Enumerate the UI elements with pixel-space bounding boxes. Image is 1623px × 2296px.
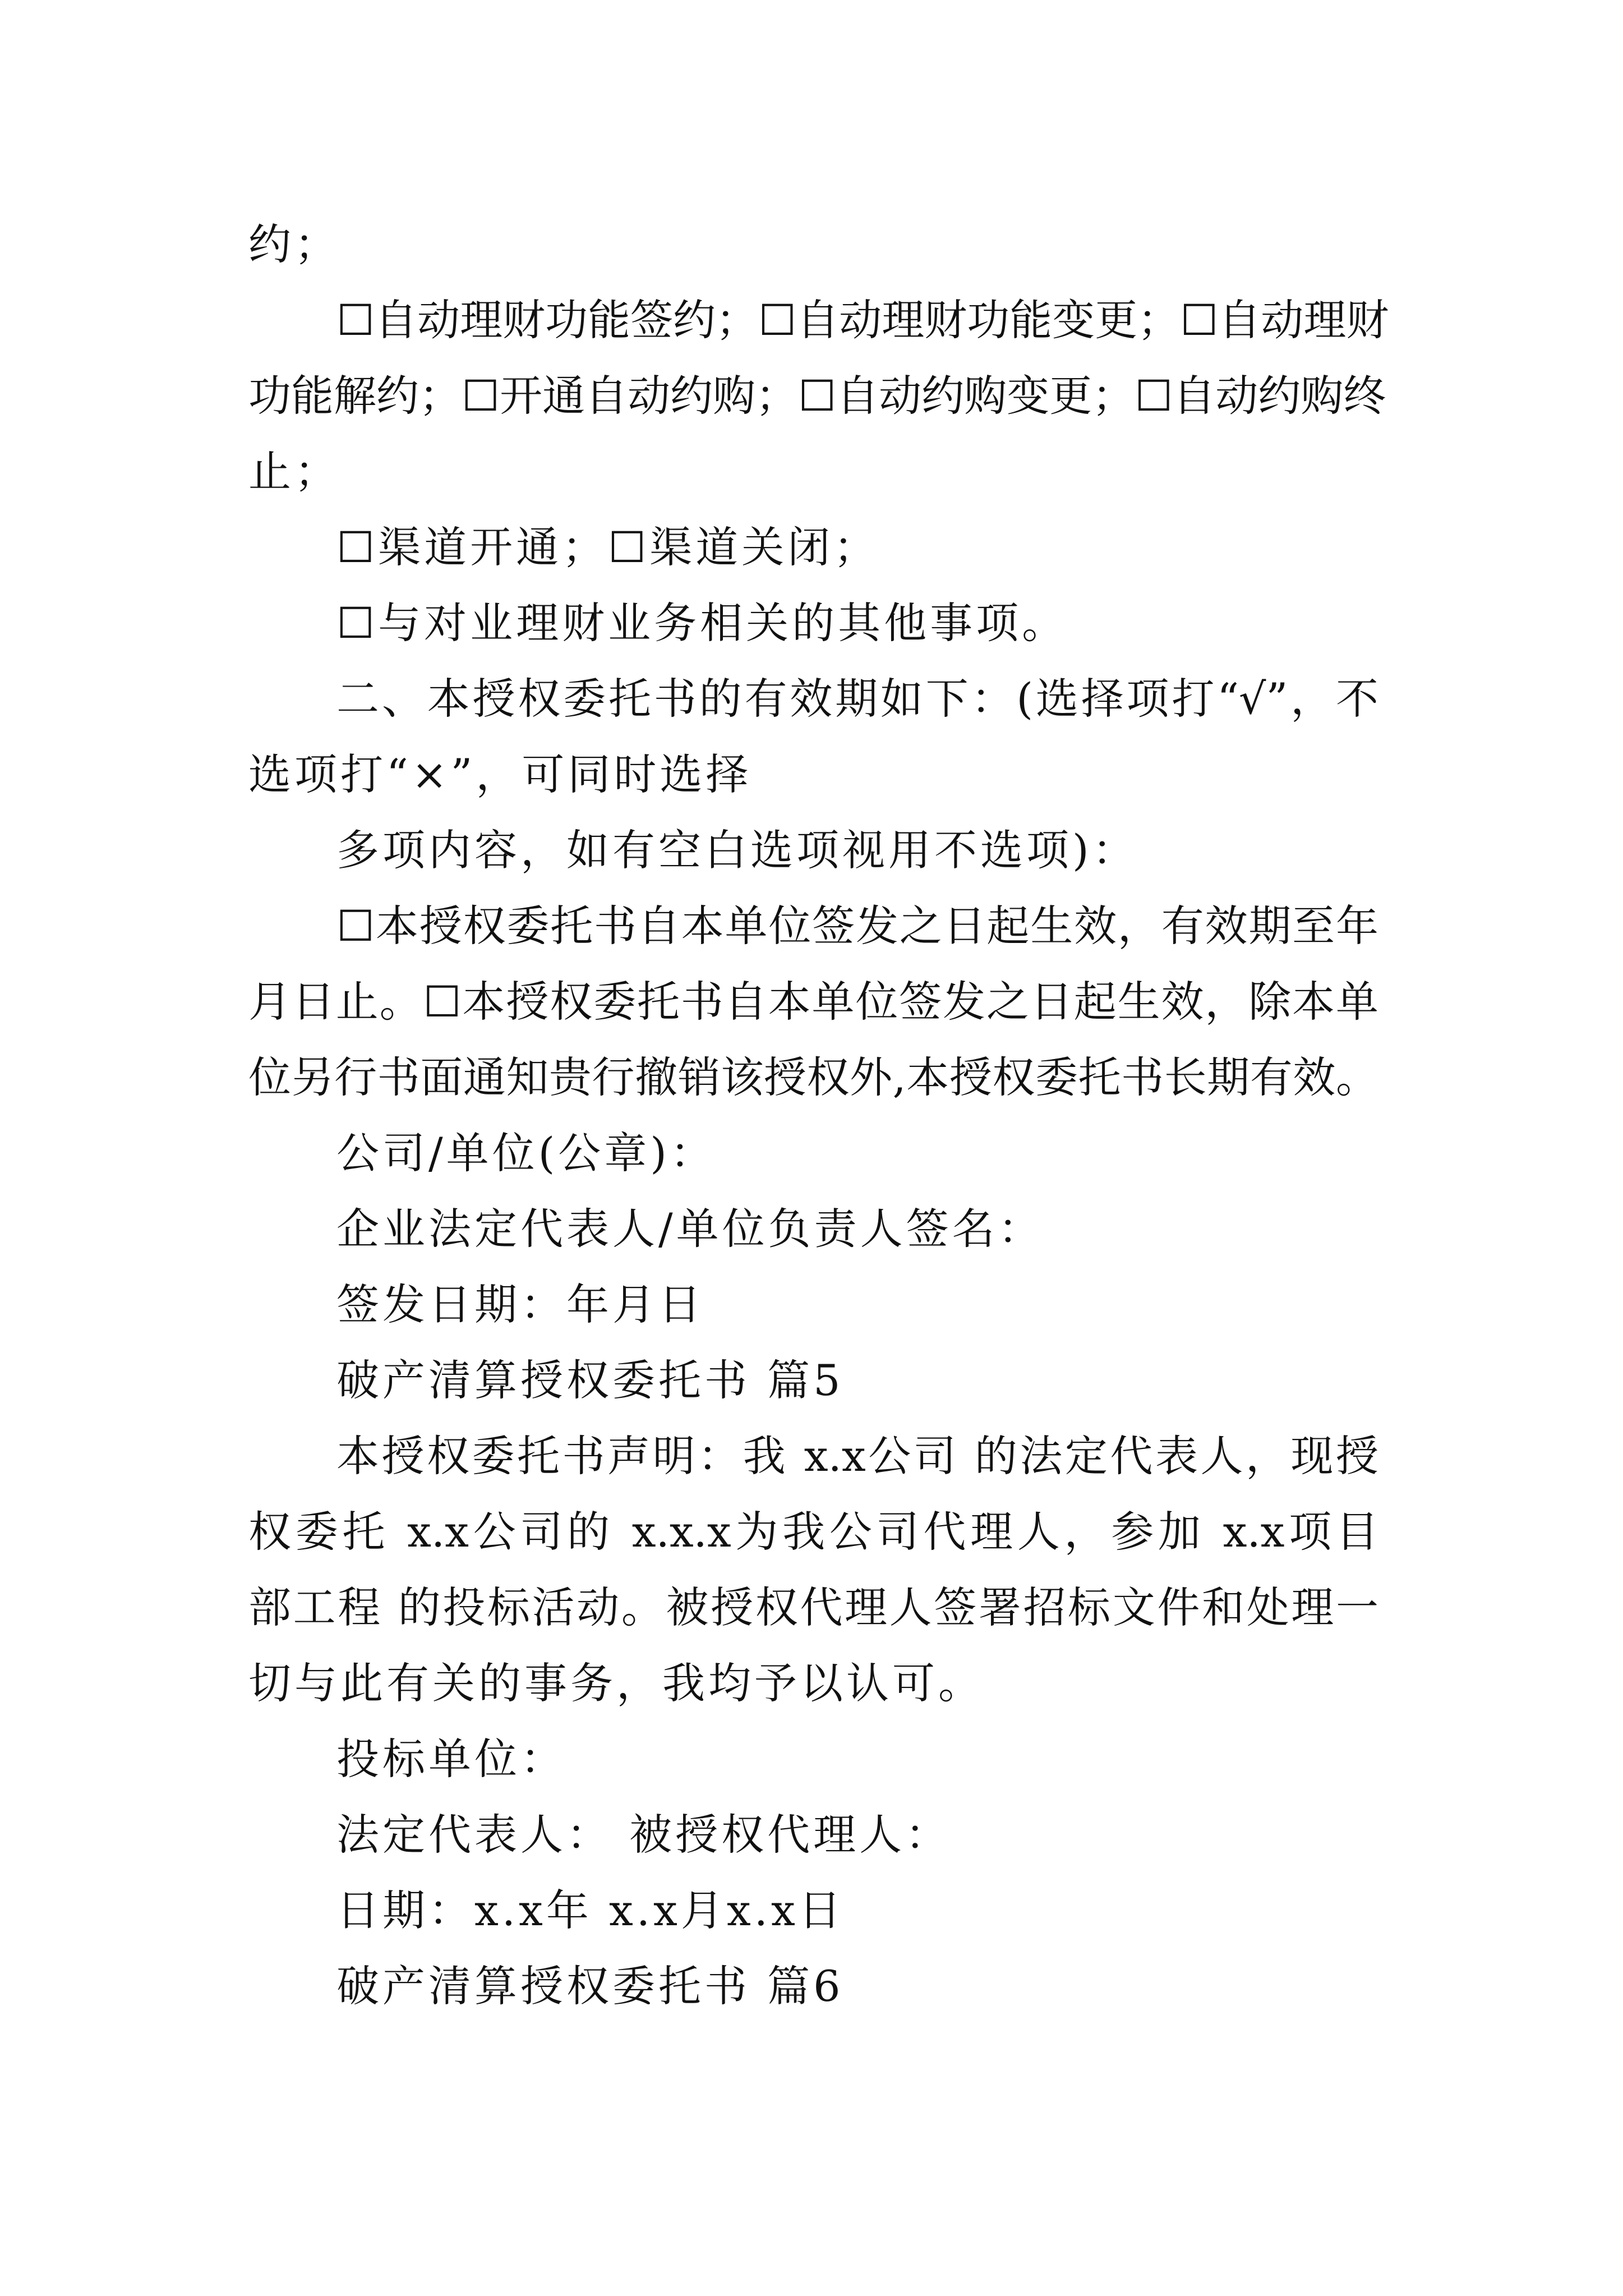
text-line: 企业法定代表人/单位负责人签名： [336, 1204, 1044, 1254]
text-line: 功能解约；☐开通自动约购；☐自动约购变更；☐自动约购终 [248, 371, 1386, 421]
section-heading: 破产清算授权委托书 篇5 [336, 1355, 844, 1405]
text-line: 二、本授权委托书的有效期如下：(选择项打“√”，不 [336, 674, 1378, 724]
text-line: 切与此有关的事务，我均予以认可。 [248, 1658, 984, 1708]
text-line: 选项打“×”，可同时选择 [248, 749, 752, 799]
text-line: 权委托 x.x公司的 x.x.x为我公司代理人，参加 x.x项目 [248, 1507, 1378, 1557]
text-line: 约； [248, 219, 340, 269]
section-heading: 破产清算授权委托书 篇6 [336, 1961, 844, 2011]
text-line: 部工程 的投标活动。被授权代理人签署招标文件和处理一 [248, 1582, 1378, 1632]
text-line: 公司/单位(公章)： [336, 1128, 716, 1178]
text-line: 止； [248, 447, 340, 496]
text-line: 本授权委托书声明：我 x.x公司 的法定代表人，现授 [336, 1431, 1378, 1481]
text-line: 签发日期：年月日 [336, 1280, 704, 1329]
text-line: ☐与对业理财业务相关的其他事项。 [336, 598, 1068, 648]
text-line: 位另行书面通知贵行撤销该授权外,本授权委托书长期有效。 [248, 1052, 1378, 1102]
text-line: 法定代表人： 被授权代理人： [336, 1810, 952, 1860]
text-line: ☐本授权委托书自本单位签发之日起生效，有效期至年 [336, 901, 1378, 951]
text-line: 日期：x.x年 x.x月x.x日 [336, 1885, 845, 1935]
text-line: 月日止。☐本授权委托书自本单位签发之日起生效，除本单 [248, 977, 1378, 1027]
text-line: 投标单位： [336, 1734, 566, 1784]
text-line: ☐渠道开通；☐渠道关闭； [336, 522, 880, 572]
text-line: 多项内容，如有空白选项视用不选项)： [336, 825, 1138, 875]
text-line: ☐自动理财功能签约；☐自动理财功能变更；☐自动理财 [336, 295, 1389, 345]
